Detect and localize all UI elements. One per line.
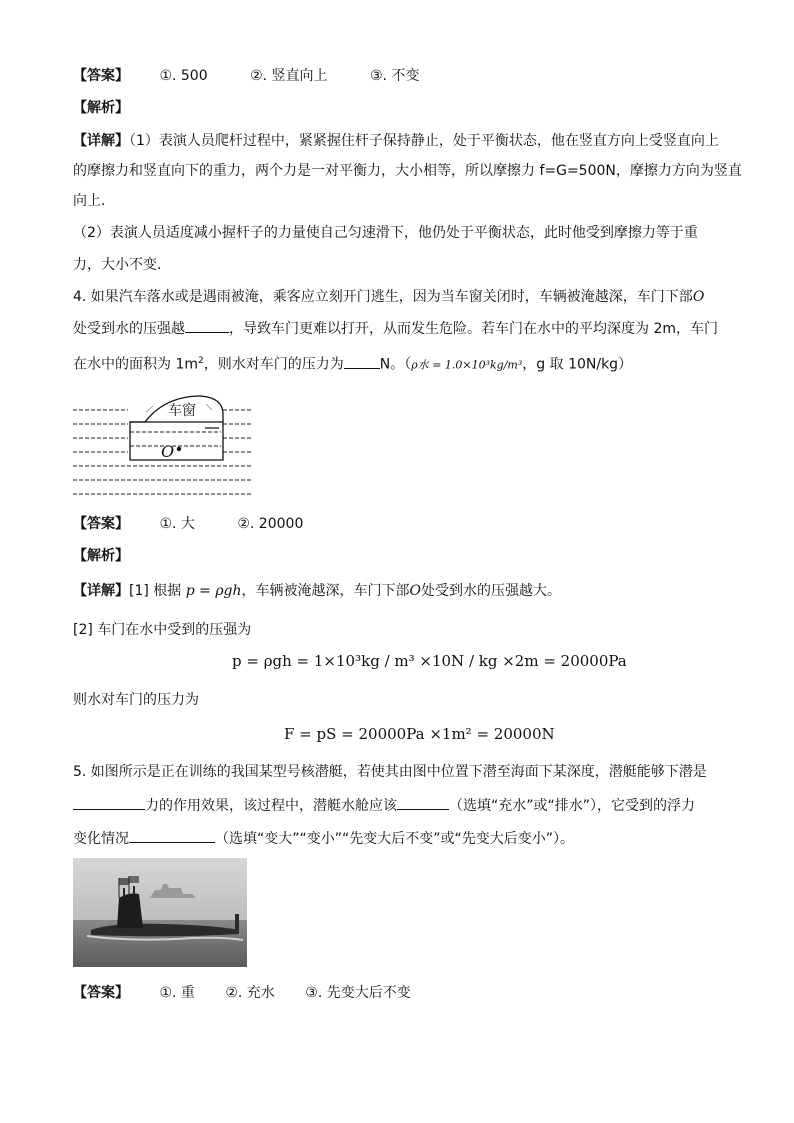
detail-text: 力，大小不变．: [73, 257, 171, 273]
answer-row: [73, 66, 427, 86]
detail-text: [2] 车门在水中受到的压强为: [73, 622, 252, 638]
answer-item: ③. 不变: [370, 68, 420, 84]
question-5-text: [73, 795, 695, 816]
answer-tag: 【答案】: [73, 68, 129, 84]
analysis-tag: 【解析】: [73, 548, 129, 564]
detail-tag: 【详解】: [73, 583, 129, 599]
question-5-text: 5. 如图所示是正在训练的我国某型号核潜艇，若使其由图中位置下潜至海面下某深度，潜艇能够下潜是: [73, 764, 707, 780]
question-text: ，则水对车门的压力为: [203, 356, 344, 373]
question-text: 在水中的面积为 1m: [73, 356, 198, 373]
answer-item: ②. 20000: [237, 516, 304, 532]
answer-blank[interactable]: [73, 795, 145, 810]
detail-text: （1）表演人员爬杆过程中，紧紧握住杆子保持静止，处于平衡状态，他在竖直方向上受竖直向上: [129, 133, 719, 149]
equation-pressure: p = ρgh = 1×10³kg / m³ ×10N / kg ×2m = 20000Pa: [232, 652, 627, 670]
answer-item: ③. 先变大后不变: [305, 985, 411, 1001]
question-5-text: [73, 828, 574, 849]
question-text: （选填“变大”“变小”“先变大后不变”或“先变大后变小”）。: [215, 831, 575, 847]
answer-tag: 【答案】: [73, 985, 129, 1001]
equation-force: F = pS = 20000Pa ×1m² = 20000N: [284, 725, 555, 743]
answer-item: ①. 500: [159, 68, 208, 84]
answer-row: [73, 983, 419, 1003]
density-formula: ρ水 = 1.0×10³kg/m³: [411, 358, 523, 372]
detail-text: 则水对车门的压力为: [73, 692, 199, 708]
question-text: N。（: [379, 356, 412, 373]
question-text: 力的作用效果，该过程中，潜艇水舱应该: [145, 798, 397, 814]
answer-row: [73, 514, 311, 534]
question-4-text: [73, 287, 704, 307]
window-label: 车窗: [168, 403, 196, 419]
answer-tag: 【答案】: [73, 516, 129, 532]
answer-item: ②. 充水: [225, 985, 275, 1001]
point-o-dot: [177, 447, 181, 451]
question-text: ，g 取 10N/kg）: [522, 356, 633, 373]
point-o-label: O: [692, 289, 705, 305]
question-text: ，导致车门更难以打开，从而发生危险。若车门在水中的平均深度为 2m，车门: [229, 321, 718, 337]
detail-paragraph: [73, 131, 719, 151]
answer-item: ①. 大: [159, 516, 195, 532]
detail-paragraph: [73, 581, 561, 601]
question-text: （选填“充水”或“排水”），它受到的浮力: [449, 798, 696, 814]
answer-blank[interactable]: [344, 354, 380, 369]
answer-item: ①. 重: [159, 985, 195, 1001]
question-4-text: [73, 318, 718, 339]
detail-tag: 【详解】: [73, 133, 129, 149]
submarine-photo: [73, 858, 247, 967]
answer-blank[interactable]: [129, 828, 215, 843]
detail-text: [1] 根据: [129, 583, 182, 599]
detail-text: （2）表演人员适度减小握杆子的力量使自己匀速滑下，他仍处于平衡状态，此时他受到摩擦力等于重: [73, 225, 698, 241]
question-4-text: 在水中的面积为 $1m^2$，则水对车门的压力为 N。（ρ水 = 1.0×10³kg/m³，g 取 10N/kg）: [73, 351, 632, 376]
point-o-label: O: [161, 442, 175, 461]
detail-text: ，车辆被淹越深，车门下部: [241, 583, 410, 599]
answer-blank[interactable]: [397, 795, 449, 810]
detail-text: 向上．: [73, 193, 115, 209]
detail-text: 处受到水的压强越大。: [421, 583, 562, 599]
answer-item: ②. 竖直向上: [250, 68, 328, 84]
analysis-tag: 【解析】: [73, 100, 129, 116]
question-text: 4. 如果汽车落水或是遇雨被淹，乘客应立刻开门逃生，因为当车窗关闭时，车辆被淹越深，车门下部: [73, 289, 693, 305]
car-in-water-figure: [73, 382, 253, 500]
pressure-formula: p = ρgh: [185, 583, 242, 599]
point-o-label: O: [409, 583, 422, 599]
question-text: 变化情况: [73, 831, 129, 847]
answer-blank[interactable]: [185, 318, 229, 333]
question-text: 处受到水的压强越: [73, 321, 185, 337]
detail-text: 的摩擦力和竖直向下的重力，两个力是一对平衡力，大小相等，所以摩擦力 f=G=500N，摩擦力方向为竖直: [73, 163, 742, 179]
